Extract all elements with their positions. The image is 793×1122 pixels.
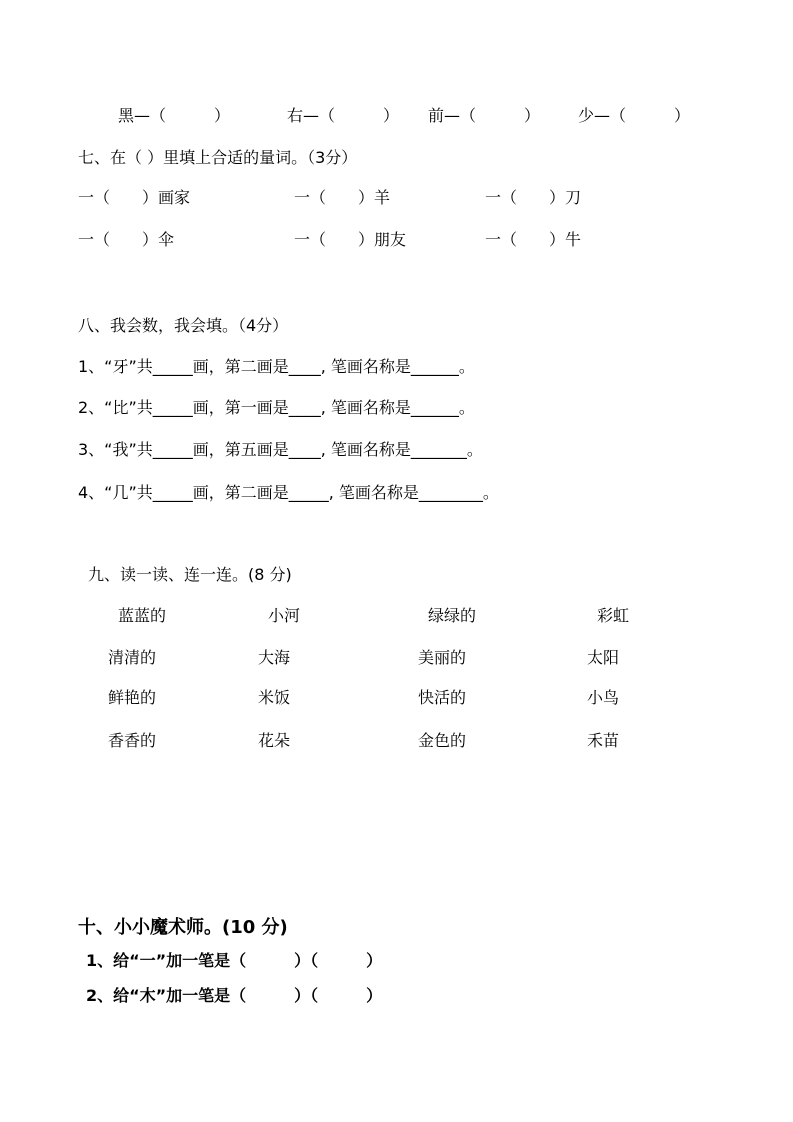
match-word: 小河 — [268, 606, 301, 625]
antonym-item-2: 右—（ ） — [287, 106, 400, 125]
match-word: 绿绿的 — [428, 606, 477, 625]
measure-word-item: 一（ ）牛 — [485, 230, 582, 249]
match-word: 花朵 — [258, 731, 291, 750]
match-word: 禾苗 — [587, 731, 620, 750]
match-word: 金色的 — [418, 731, 467, 750]
match-word: 大海 — [258, 648, 291, 667]
match-word: 鲜艳的 — [108, 688, 157, 707]
section9-heading: 九、读一读、连一连。(8 分) — [88, 565, 292, 584]
match-word: 彩虹 — [597, 606, 630, 625]
antonym-item-1: 黑—（ ） — [118, 106, 231, 125]
magic-question: 2、给“木”加一笔是（ ）（ ） — [86, 986, 383, 1005]
stroke-question: 4、“几”共_____画，第二画是_____, 笔画名称是________。 — [78, 483, 499, 502]
antonym-item-4: 少—（ ） — [578, 106, 691, 125]
match-word: 香香的 — [108, 731, 157, 750]
section10-heading: 十、小小魔术师。(10 分) — [78, 917, 288, 938]
measure-word-item: 一（ ）伞 — [78, 230, 175, 249]
measure-word-item: 一（ ）刀 — [485, 188, 582, 207]
match-word: 美丽的 — [418, 648, 467, 667]
measure-word-item: 一（ ）羊 — [294, 188, 391, 207]
match-word: 太阳 — [587, 648, 620, 667]
section8-heading: 八、我会数，我会填。（4分） — [78, 316, 289, 335]
measure-word-item: 一（ ）画家 — [78, 188, 191, 207]
stroke-question: 2、“比”共_____画，第一画是____, 笔画名称是______。 — [78, 398, 475, 417]
stroke-question: 1、“牙”共_____画，第二画是____, 笔画名称是______。 — [78, 357, 475, 376]
match-word: 清清的 — [108, 648, 157, 667]
measure-word-item: 一（ ）朋友 — [294, 230, 407, 249]
antonym-item-3: 前—（ ） — [428, 106, 541, 125]
match-word: 米饭 — [258, 688, 291, 707]
match-word: 蓝蓝的 — [118, 606, 167, 625]
magic-question: 1、给“一”加一笔是（ ）（ ） — [86, 951, 383, 970]
stroke-question: 3、“我”共_____画，第五画是____, 笔画名称是_______。 — [78, 440, 483, 459]
section7-heading: 七、在（ ）里填上合适的量词。（3分） — [78, 148, 358, 167]
match-word: 小鸟 — [587, 688, 620, 707]
match-word: 快活的 — [418, 688, 467, 707]
